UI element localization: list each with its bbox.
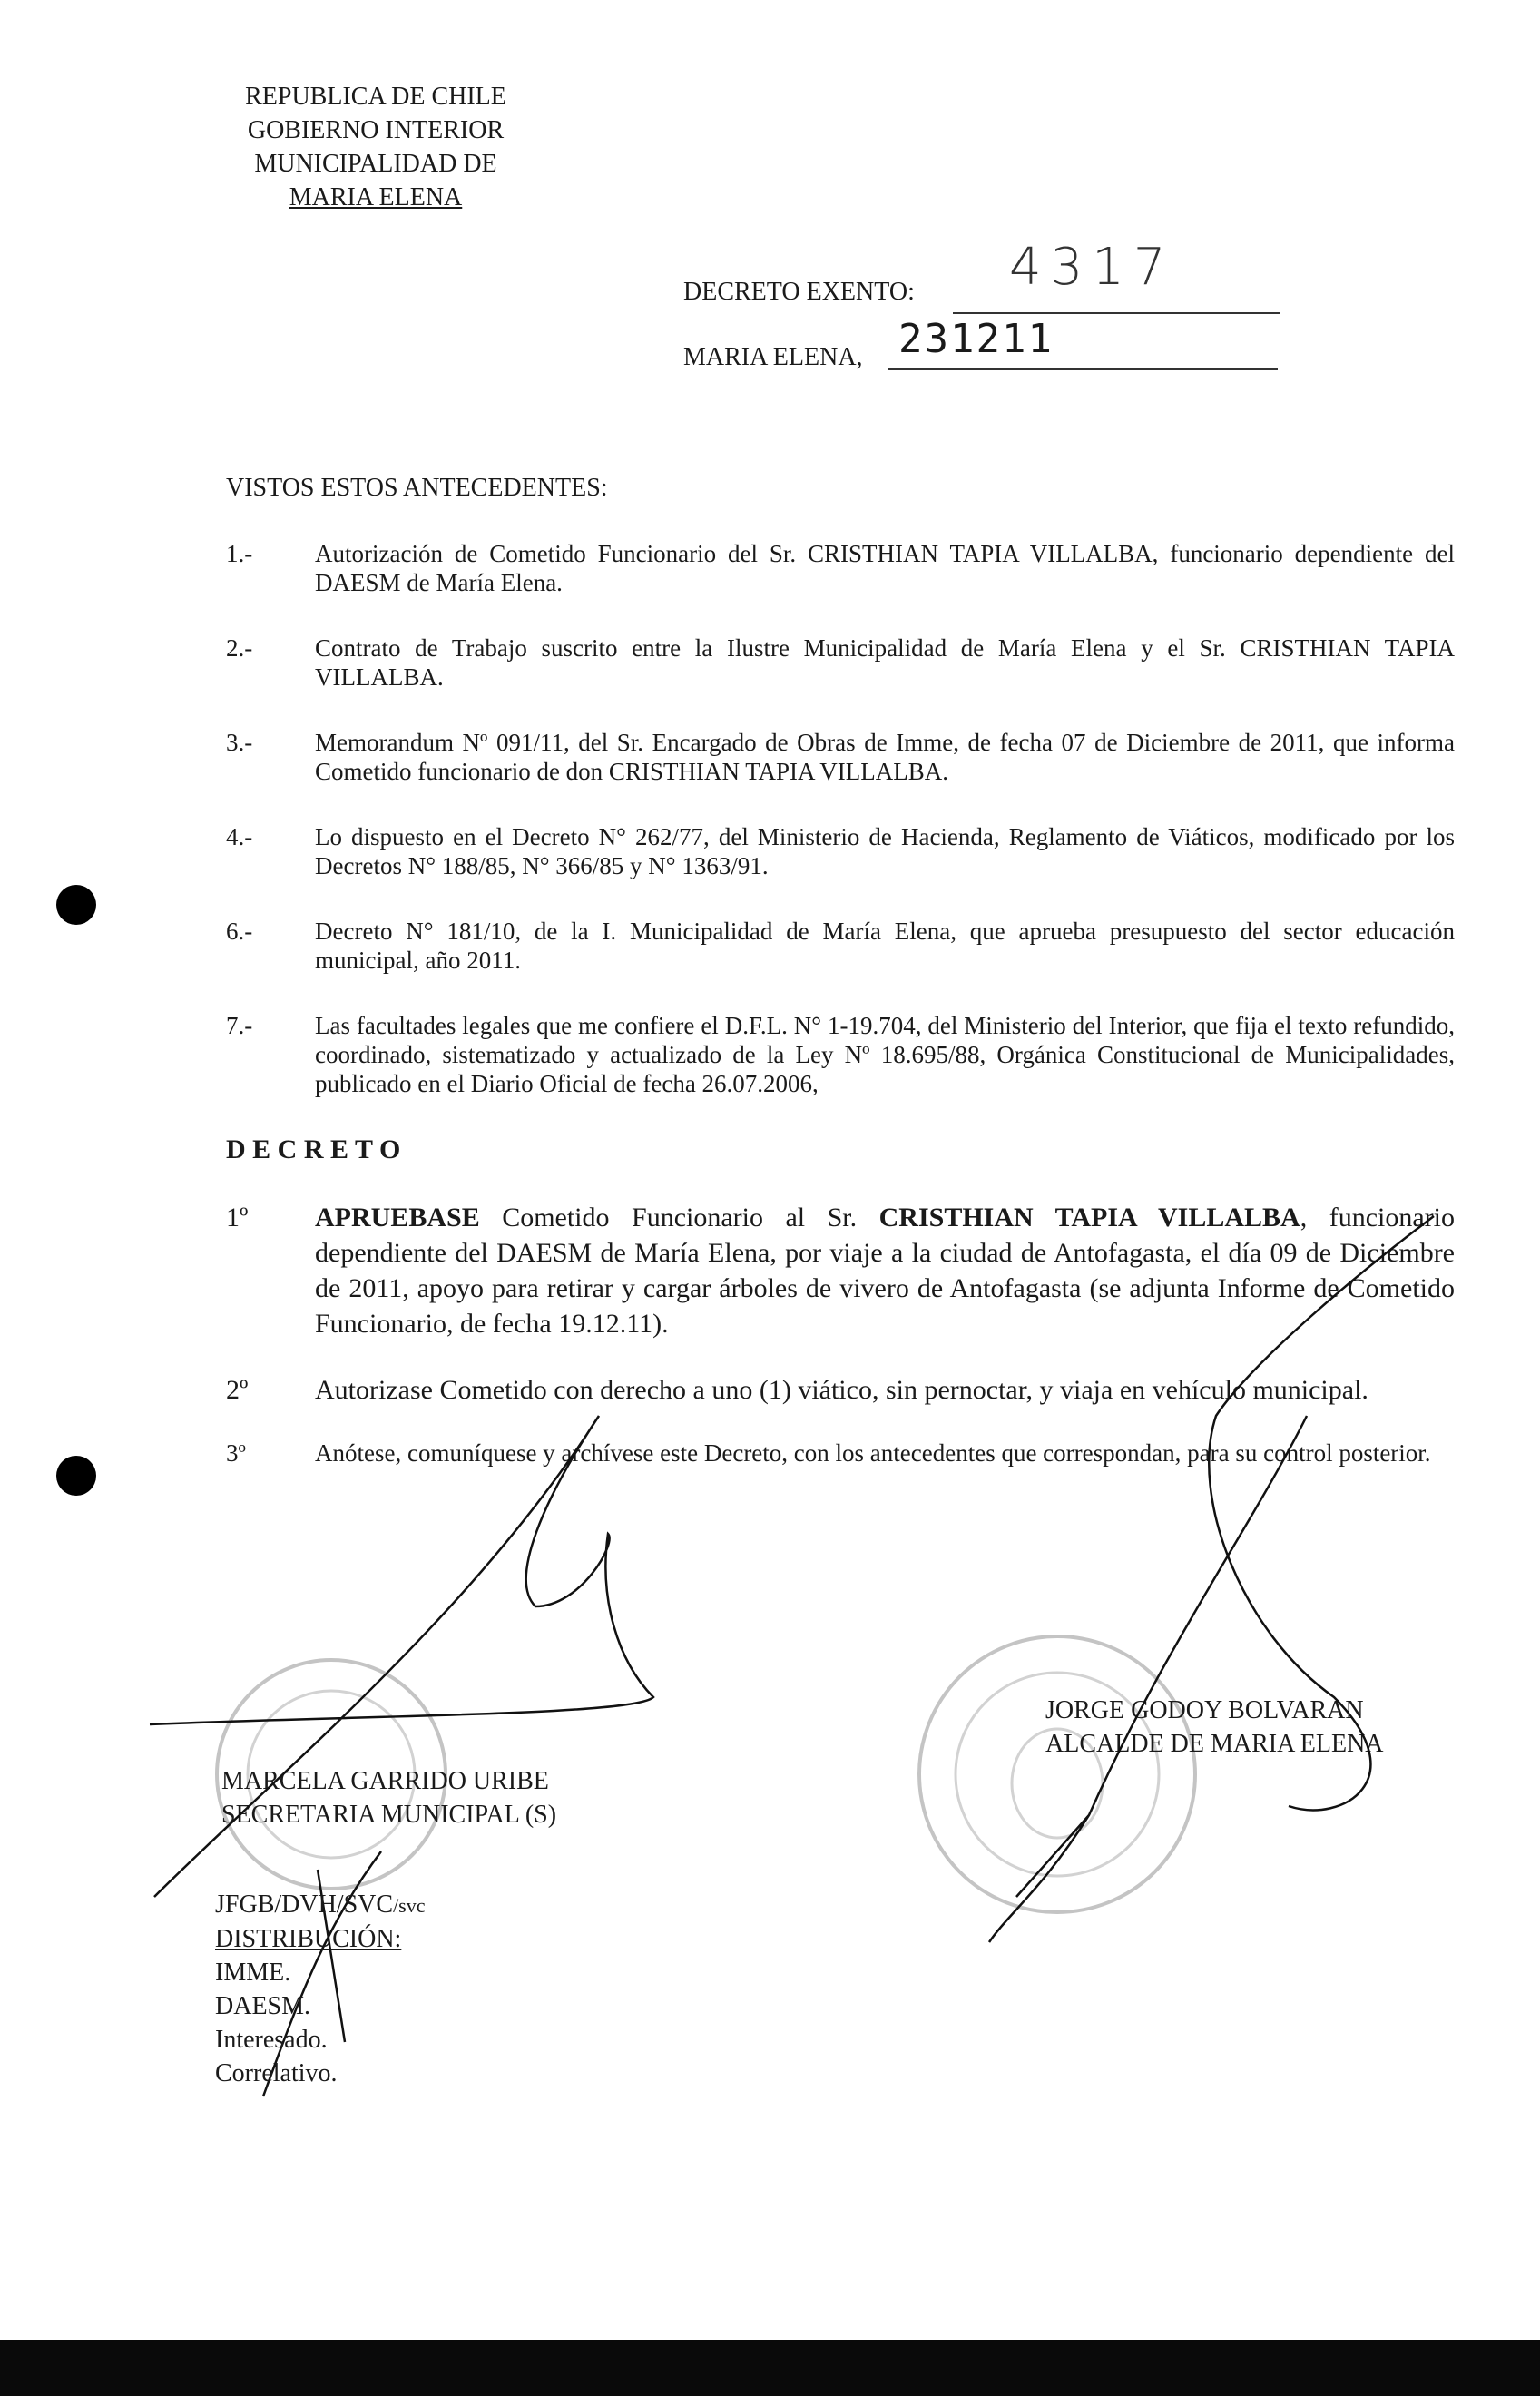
decreto-item xyxy=(226,1372,1455,1408)
visto-number: 4.- xyxy=(226,823,253,850)
letterhead-line: REPUBLICA DE CHILE xyxy=(245,83,506,111)
alcalde-signature-block xyxy=(1045,1694,1384,1761)
alcalde-title: ALCALDE DE MARIA ELENA xyxy=(1045,1730,1384,1758)
distribution-item: DAESM. xyxy=(215,1992,311,2020)
visto-text: Memorandum Nº 091/11, del Sr. Encargado de Obras de Imme, de fecha 07 de Diciembre de 2011, que informa Cometido funcionario de don CRISTHIAN TAPIA VILLALBA. xyxy=(315,729,1455,785)
initials xyxy=(215,1888,426,1922)
visto-text: Lo dispuesto en el Decreto N° 262/77, del Ministerio de Hacienda, Reglamento de Viáticos, modificado por los Decretos N° 188/85, N° 366/85 y N° 1363/91. xyxy=(315,823,1455,879)
visto-text: Las facultades legales que me confiere el D.F.L. N° 1-19.704, del Ministerio del Interior, que fija el texto refundido, coordinado, sistematizado y actualizado de la Ley Nº 18.695/88, Orgánica Constitucional de Municipalidades, publicado en el Diario Oficial de fecha 26.07.2006, xyxy=(315,1012,1455,1097)
scan-bottom-border xyxy=(0,2340,1540,2396)
letterhead-line: GOBIERNO INTERIOR xyxy=(247,116,505,144)
secretaria-title: SECRETARIA MUNICIPAL (S) xyxy=(221,1801,557,1829)
distribution-item: IMME. xyxy=(215,1959,291,1987)
decreto-item xyxy=(226,1200,1455,1341)
visto-item xyxy=(226,1011,1455,1098)
vistos-title: VISTOS ESTOS ANTECEDENTES: xyxy=(226,474,608,502)
decreto-text-part: , funcionario dependiente del DAESM de María Elena, por viaje a la ciudad de Antofagasta, el día 09 de Diciembre de 2011, apoyo para retirar y cargar árboles de vivero de Antofagasta (se adjunta Informe de Cometido Funcionario, de fecha 19.12.11). xyxy=(315,1203,1456,1339)
visto-item xyxy=(226,633,1455,692)
date-stamp: 231211 xyxy=(898,316,1054,362)
secretaria-name: MARCELA GARRIDO URIBE xyxy=(221,1767,549,1795)
visto-number: 6.- xyxy=(226,918,253,945)
distribution-title: DISTRIBUCIÓN: xyxy=(215,1925,402,1953)
vistos-list xyxy=(226,539,1455,1498)
visto-item xyxy=(226,822,1455,880)
punch-hole-bottom xyxy=(56,1456,96,1496)
visto-number: 3.- xyxy=(226,729,253,756)
visto-number: 1.- xyxy=(226,540,253,567)
visto-number: 7.- xyxy=(226,1012,253,1039)
distribution-item: Correlativo. xyxy=(215,2059,338,2087)
decreto-number: 3º xyxy=(226,1439,246,1467)
decreto-bold: APRUEBASE xyxy=(315,1203,480,1232)
decreto-exento-label: DECRETO EXENTO: xyxy=(683,278,915,306)
distribution-item: Interesado. xyxy=(215,2026,328,2054)
initials-small: /svc xyxy=(393,1894,426,1917)
decreto-text xyxy=(315,1200,1455,1341)
letterhead-line: MARIA ELENA xyxy=(289,183,463,211)
letterhead-line: MUNICIPALIDAD DE xyxy=(254,150,497,178)
secretaria-signature-block xyxy=(221,1764,556,1831)
decreto-number: 2º xyxy=(226,1375,249,1405)
decreto-item xyxy=(226,1439,1455,1468)
visto-text: Contrato de Trabajo suscrito entre la Ilustre Municipalidad de María Elena y el Sr. CRISTHIAN TAPIA VILLALBA. xyxy=(315,634,1455,691)
visto-item xyxy=(226,539,1455,597)
visto-item xyxy=(226,917,1455,975)
decreto-number: 1º xyxy=(226,1203,249,1232)
alcaldia-stamp xyxy=(912,1629,1202,1920)
footer-block xyxy=(215,1888,426,2090)
decreto-text: Anótese, comuníquese y archívese este Decreto, con los antecedentes que correspondan, para su control posterior. xyxy=(315,1439,1431,1467)
place-label: MARIA ELENA, xyxy=(683,343,863,371)
visto-text: Autorización de Cometido Funcionario del Sr. CRISTHIAN TAPIA VILLALBA, funcionario dependiente del DAESM de María Elena. xyxy=(315,540,1455,596)
alcalde-name: JORGE GODOY BOLVARAN xyxy=(1045,1696,1364,1724)
decreto-title: D E C R E T O xyxy=(226,1134,401,1164)
visto-text: Decreto N° 181/10, de la I. Municipalidad de María Elena, que aprueba presupuesto del sector educación municipal, año 2011. xyxy=(315,918,1455,974)
visto-number: 2.- xyxy=(226,634,253,662)
initials-text: JFGB/DVH/SVC xyxy=(215,1890,394,1919)
decreto-text-part: Cometido Funcionario al Sr. xyxy=(479,1203,879,1232)
decreto-text: Autorizase Cometido con derecho a uno (1) viático, sin pernoctar, y viaja en vehículo municipal. xyxy=(315,1375,1368,1405)
letterhead xyxy=(226,80,525,214)
decreto-exento-number: 4317 xyxy=(1009,238,1175,297)
decreto-bold: CRISTHIAN TAPIA VILLALBA xyxy=(878,1203,1300,1232)
punch-hole-top xyxy=(56,885,96,925)
visto-item xyxy=(226,728,1455,786)
